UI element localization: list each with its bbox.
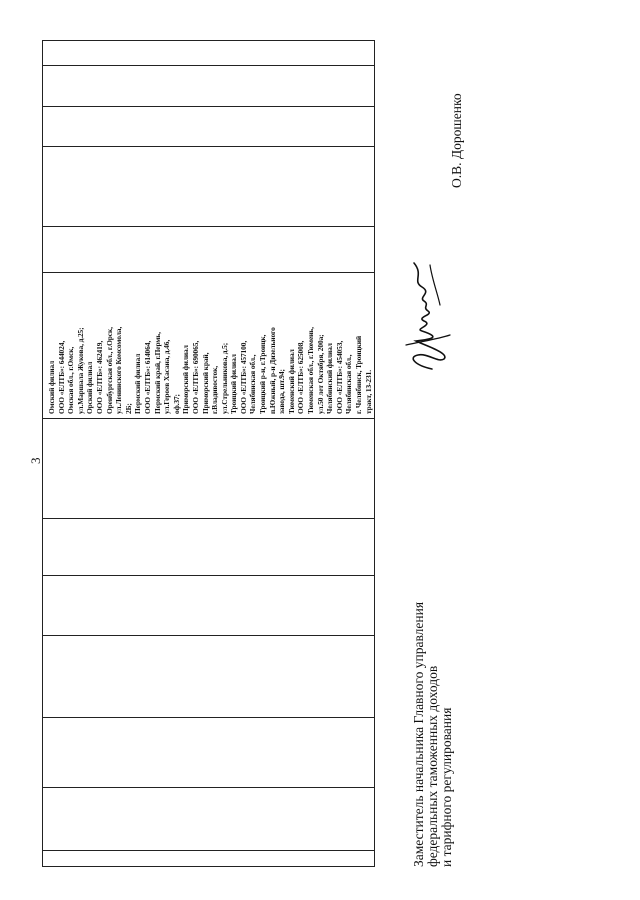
signatory-title-line: Заместитель начальника Главного управления	[411, 601, 426, 867]
branch-address-line: Омская обл., г.Омск,	[66, 346, 76, 414]
branch-address-line: Тюменская обл., г.Тюмень,	[306, 327, 316, 414]
branch-address-line: ул.50 лет Октября, 200а;	[315, 334, 325, 414]
branch-address-line: 2Б;	[123, 403, 133, 414]
registry-table	[42, 40, 375, 867]
branch-address-line: Троицкий р-н, г.Троицк,	[258, 334, 268, 414]
table-cell	[43, 107, 375, 147]
branch-address-line: Омский филиал	[47, 360, 56, 414]
branch-address-line: ООО «ЕЛТБ»: 625008,	[296, 340, 306, 414]
table-cell	[43, 636, 375, 718]
signatory-title-line: федеральных таможенных доходов	[425, 665, 440, 867]
branch-address-line: ул.Ленинского Комсомола,	[114, 326, 124, 414]
branch-address-line: ООО «ЕЛТБ»: 644024,	[56, 340, 66, 414]
page-number: 3	[28, 457, 43, 464]
branch-address-line: тракт, 13-231.	[363, 370, 373, 414]
table-cell	[43, 851, 375, 867]
branch-address-line: Приморский филиал	[181, 345, 191, 414]
branch-addresses	[43, 273, 373, 418]
table-row	[43, 41, 375, 867]
table-cell	[43, 788, 375, 851]
table-cell	[43, 66, 375, 107]
branch-address-line: завода, шт.94;	[277, 369, 287, 414]
signatory-title	[412, 347, 454, 867]
table-cell	[43, 718, 375, 788]
table-cell	[43, 576, 375, 636]
branch-address-line: ООО «ЕЛТБ»: 690065,	[190, 340, 200, 414]
branch-address-line: ООО «ЕЛТБ»: 462419,	[94, 340, 104, 414]
branch-address-line: Приморский край,	[200, 352, 210, 414]
branch-address-line: Троицкий филиал	[229, 354, 239, 414]
table-cell	[43, 147, 375, 227]
branch-address-line: ООО «ЕЛТБ»: 614064,	[142, 340, 152, 414]
branches-cell	[43, 273, 375, 419]
signatory-name: О.В. Дорошенко	[449, 93, 464, 188]
branch-address-line: ул.Героев Хасана, д.46,	[162, 339, 172, 414]
branch-address-line: ООО «ЕЛТБ»: 454053,	[334, 340, 344, 414]
branch-address-line: п.Южный, р-н Дизельного	[267, 327, 277, 414]
table-cell	[43, 419, 375, 519]
table-cell	[43, 227, 375, 273]
branch-address-line: Пермский край, г.Пермь,	[152, 332, 162, 414]
branch-address-line: г.Владивосток,	[210, 366, 220, 414]
handwritten-signature-icon	[394, 255, 454, 375]
branch-address-line: ул.Стрельникова, д.5;	[219, 342, 229, 414]
branch-address-line: Тюменский филиал	[286, 349, 296, 414]
table-cell	[43, 519, 375, 576]
branch-address-line: Оренбургская обл., г.Орск,	[104, 327, 114, 414]
branch-address-line: ул.Маршала Жукова, д.25;	[75, 327, 85, 414]
branch-address-line: Челябинская обл.,	[344, 354, 354, 414]
branch-address-line: ООО «ЕЛТБ»: 457100,	[238, 340, 248, 414]
branch-address-line: Орский филиал	[85, 361, 95, 414]
table-cell	[43, 41, 375, 66]
branch-address-line: оф.37;	[171, 394, 181, 414]
branch-address-line: Челябинская обл.,	[248, 354, 258, 414]
branch-address-line: г. Челябинск, Троицкий	[354, 335, 363, 414]
branch-address-line: Пермский филиал	[133, 353, 143, 414]
branch-address-line: Челябинский филиал	[325, 343, 335, 414]
signatory-title-line: и тарифного регулирования	[439, 707, 454, 867]
